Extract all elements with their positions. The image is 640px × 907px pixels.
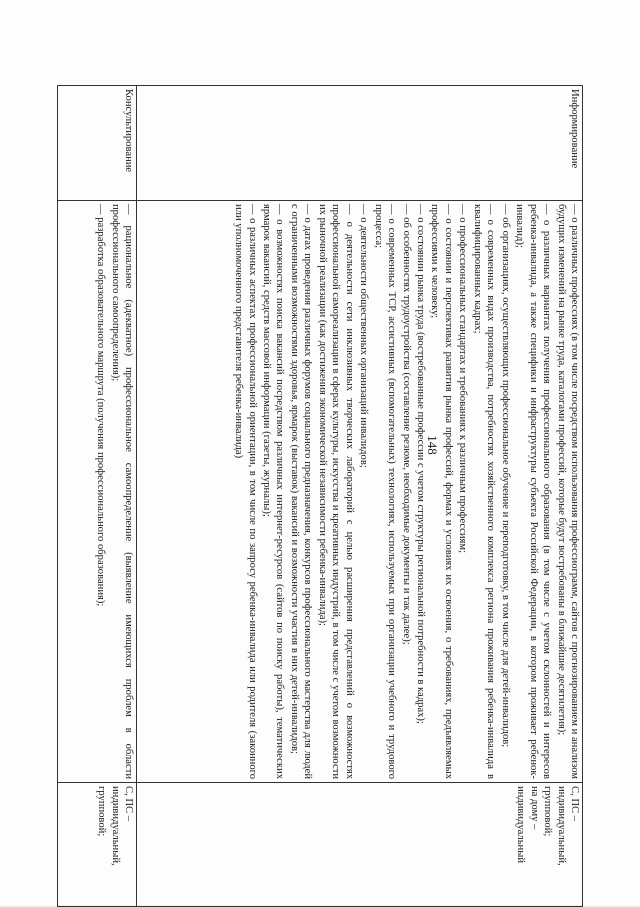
page-number: 148 — [425, 435, 440, 455]
list-item: — о состоянии и перспективах развития рынка профессий, формах и условиях их освоения, о требованиях, предъявляемых профессиями к человеку; — [429, 204, 454, 779]
service-content-cell — [58, 201, 137, 783]
service-form-cell — [58, 783, 137, 907]
service-type-cell: Информирование — [137, 86, 583, 201]
service-type-cell: Консультирование — [58, 86, 137, 201]
list-item: — о возможностях поиска вакансий посредством различных интернет-ресурсов (сайтов по поиску работы), тематических ярмарок вакансий, средств массовой информации (газеты, журналы); — [261, 204, 286, 779]
form-line: групповой; — [542, 786, 554, 837]
list-item: — об особенностях трудоустройства (составление резюме, необходимые документы и так далее); — [400, 204, 412, 645]
service-content-cell — [137, 201, 583, 783]
list-item: — разработка образовательного маршрута (получения профессионального образования); — [95, 204, 107, 607]
list-item: — о деятельности сети инклюзивных творческих лабораторий с целью расширения представлений о возможностях профессиональной самореализации в сферах культуры, искусства и креативных индустрий, в том числе с учетом возможности их рыночной реализации (как достижения экономической независимости ребенка-инвалида); — [316, 204, 355, 779]
list-item: — о различных профессиях (в том числе посредством использования профессиограмм, сайтов с прогнозированием и анализом будущих изменений на рынке труда, каталогами профессий, которые будут востребованы в ближайшие десятилетия); — [555, 204, 580, 779]
form-line: индивидуальный — [515, 786, 527, 863]
form-line: индивидуальный, — [109, 786, 121, 866]
form-line: С, ПС – — [569, 786, 580, 822]
list-item: — о датах проведения различных форумов социального предназначения, конкурсов профессионального мастерства для людей с ограниченными возможностями здоровья, ярмарок (выставок) вакансий и возможности участия в них детей-инвалидов; — [288, 204, 314, 779]
list-item: — о современных ТСР, ассистивных (вспомогательных) технологиях, используемых при организации учебного и трудового процесса; — [372, 204, 398, 779]
list-item: — о современных видах производства, потребностях хозяйственного комплекса региона проживания ребенка-инвалида в квалифицированных кадрах; — [471, 204, 497, 779]
list-item: — о различных аспектах профессиональной ориентации, в том числе по запросу ребенка-инвалида или родителя (законного или уполномоченного представителя ребенка-инвалида) — [233, 204, 258, 779]
table-row — [58, 86, 137, 907]
table-row — [137, 86, 583, 907]
services-table — [57, 85, 583, 907]
list-item: — о профессиональных стандартах и требованиях к различным профессиям; — [457, 204, 469, 554]
form-line: индивидуальный, — [555, 786, 567, 866]
list-item: — о различных вариантах получения профессионального образования (в том числе с учетом склонностей и интересов ребенка-инвалида, а также специфики и инфраструктуры субъекта Российской Федерации, в котором проживает ребенок-инвалид); — [514, 204, 553, 779]
form-line: С, ПС – — [123, 786, 134, 822]
rotated-table-wrapper — [57, 85, 583, 885]
list-item: — о деятельности общественных организаций инвалидов; — [358, 204, 370, 468]
service-form-cell — [137, 783, 583, 907]
list-item: — рациональное (адекватное) профессиональное самоопределение (выявление имеющихся проблем в области профессионального самоопределения); — [109, 204, 134, 779]
list-item: — об организациях, осуществляющих профессиональное обучение и переподготовку, в том числе для детей-инвалидов; — [499, 204, 511, 748]
form-line: на дому – — [528, 786, 540, 830]
list-item: — о состоянии рынка труда (востребованные профессии с учетом структуры региональной потребности в кадрах); — [415, 204, 427, 724]
form-line: групповой; — [96, 786, 108, 837]
